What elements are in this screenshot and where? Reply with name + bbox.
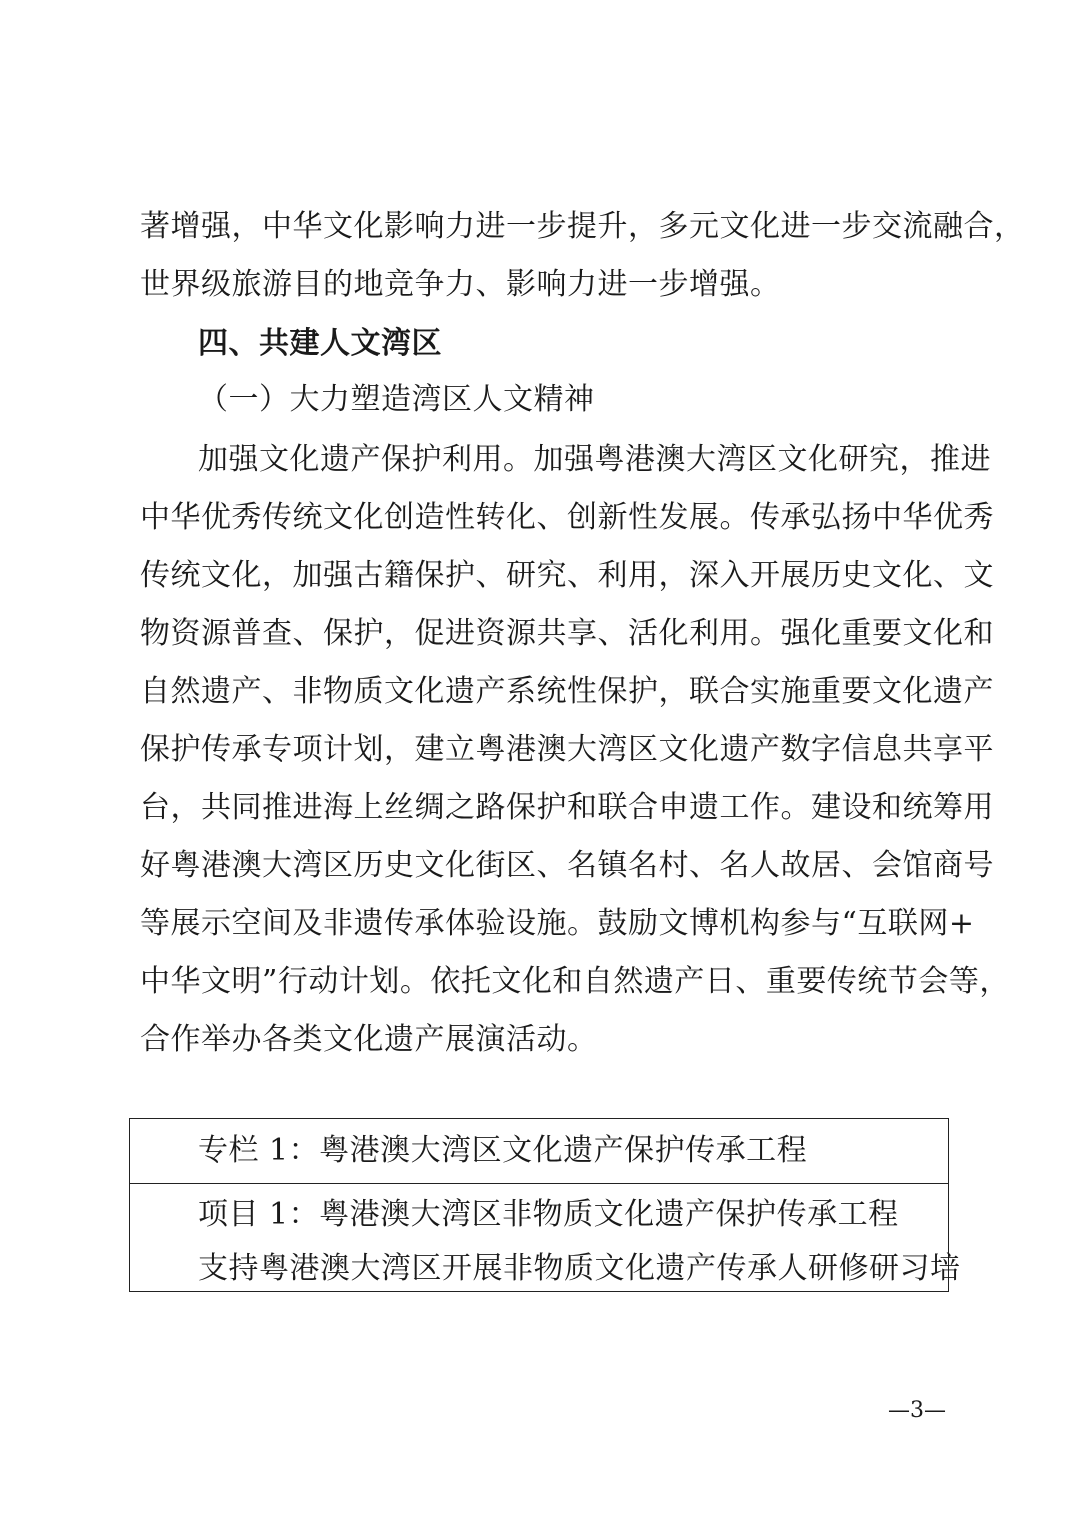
paragraph-line-9: 等展示空间及非遗传承体验设施。鼓励文博机构参与“互联网+ (140, 906, 975, 941)
body-line-2: 世界级旅游目的地竞争力、影响力进一步增强。 (140, 267, 781, 302)
paragraph-line-8: 好粤港澳大湾区历史文化街区、名镇名村、名人故居、会馆商号 (140, 848, 994, 883)
box-divider (130, 1183, 948, 1184)
paragraph-line-7: 台，共同推进海上丝绸之路保护和联合申遗工作。建设和统筹用 (140, 790, 994, 825)
box-item-title: 项目 1：粤港澳大湾区非物质文化遗产保护传承工程 (198, 1197, 899, 1232)
paragraph-line-3: 传统文化，加强古籍保护、研究、利用，深入开展历史文化、文 (140, 558, 994, 593)
section-heading: 四、共建人文湾区 (198, 326, 442, 361)
box-title: 专栏 1：粤港澳大湾区文化遗产保护传承工程 (198, 1133, 808, 1168)
body-line-1: 著增强，中华文化影响力进一步提升，多元文化进一步交流融合， (140, 209, 1025, 244)
page-number: —3— (888, 1398, 946, 1423)
paragraph-line-2: 中华优秀传统文化创造性转化、创新性发展。传承弘扬中华优秀 (140, 500, 994, 535)
paragraph-line-10: 中华文明”行动计划。依托文化和自然遗产日、重要传统节会等， (140, 964, 1010, 999)
paragraph-line-6: 保护传承专项计划，建立粤港澳大湾区文化遗产数字信息共享平 (140, 732, 994, 767)
paragraph-line-5: 自然遗产、非物质文化遗产系统性保护，联合实施重要文化遗产 (140, 674, 994, 709)
box-item-text: 支持粤港澳大湾区开展非物质文化遗产传承人研修研习培 (198, 1251, 961, 1286)
paragraph-line-1: 加强文化遗产保护利用。加强粤港澳大湾区文化研究，推进 (198, 442, 991, 477)
paragraph-line-4: 物资源普查、保护，促进资源共享、活化利用。强化重要文化和 (140, 616, 994, 651)
subsection-heading: （一）大力塑造湾区人文精神 (198, 382, 595, 417)
paragraph-line-11: 合作举办各类文化遗产展演活动。 (140, 1022, 598, 1057)
feature-box (129, 1118, 961, 1292)
